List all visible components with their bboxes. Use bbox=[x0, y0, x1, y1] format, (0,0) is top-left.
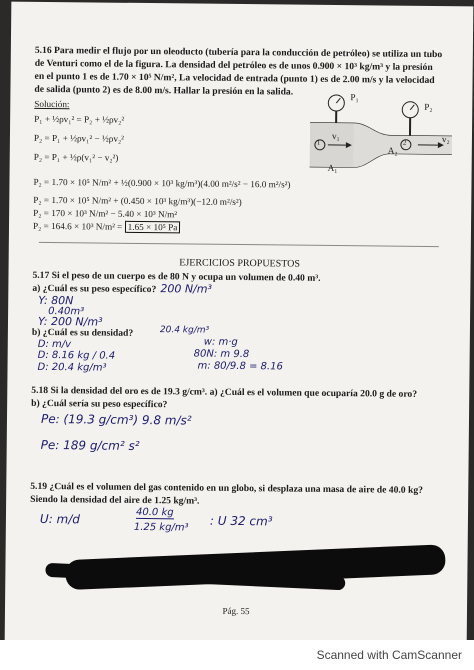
figure-label-p1: P₁ bbox=[350, 92, 359, 103]
handwriting-517-2: 0.40m³ bbox=[48, 306, 85, 318]
scanner-footer bbox=[0, 640, 474, 670]
solution-equation-6: P₂ = 170 × 10³ N/m² − 5.40 × 10³ N/m² bbox=[33, 207, 178, 220]
solution-equation-7-prefix: P₂ = 164.6 × 10³ N/m² = bbox=[32, 220, 123, 232]
problem-519-line-2: Siendo la densidad del aire de 1.25 kg/m³. bbox=[30, 493, 200, 507]
solution-equation-7 bbox=[33, 221, 180, 233]
handwriting-517-1: Y: 80N bbox=[38, 293, 74, 308]
figure-label-v2: v₂ bbox=[441, 134, 450, 145]
section-divider bbox=[39, 242, 439, 247]
section-title: EJERCICIOS PROPUESTOS bbox=[179, 257, 301, 270]
handwriting-517-d2: D: 8.16 kg / 0.4 bbox=[37, 349, 116, 362]
handwriting-517-r3: m: 80/9.8 = 8.16 bbox=[197, 360, 283, 373]
solution-heading: Solución: bbox=[34, 98, 70, 110]
handwriting-519-u: U: m/d bbox=[39, 511, 81, 527]
scanned-page bbox=[5, 2, 474, 647]
problem-518-part-b: b) ¿Cuál sería su peso específico? bbox=[31, 397, 168, 411]
figure-label-v1: v₁ bbox=[331, 130, 340, 142]
solution-answer-box: 1.65 × 10⁵ Pa bbox=[125, 221, 181, 234]
figure-label-p2: P₂ bbox=[424, 101, 433, 113]
problem-517-stem: 5.17 Si el peso de un cuerpo es de 80 N y ocupa un volumen de 0.40 m³. bbox=[32, 269, 321, 284]
handwriting-517-3: Y: 200 N/m³ bbox=[37, 314, 103, 329]
solution-equation-3: P₂ = P₁ + ½ρ(v₁² − v₂²) bbox=[33, 151, 119, 163]
problem-517-part-b: b) ¿Cuál es su densidad? bbox=[31, 326, 134, 339]
problem-519-line-1: 5.19 ¿Cuál es el volumen del gas contenido en un globo, si desplaza una masa de aire de 40.0 kg? bbox=[30, 480, 424, 496]
problem-516-line-3: en el punto 1 es de 1.70 × 10⁵ N/m², La velocidad de entrada (punto 1) es de 2.00 m/s y la velocidad bbox=[34, 70, 435, 87]
problem-517-part-a: a) ¿Cuál es su peso específico? bbox=[32, 282, 157, 296]
solution-equation-5: P₂ = 1.70 × 10⁵ N/m² + (0.450 × 10³ kg/m³)(−12.0 m²/s²) bbox=[33, 194, 242, 208]
solution-equation-2: P₂ = P₁ + ½ρv₁² − ½ρv₂² bbox=[33, 132, 125, 144]
problem-517-a-answer: 200 N/m³ bbox=[160, 282, 212, 296]
figure-label-1: 1 bbox=[316, 138, 321, 147]
handwriting-517-d1: D: m/v bbox=[37, 338, 72, 351]
figure-label-a2: A₂ bbox=[387, 145, 398, 156]
problem-516-line-2: de Venturi como el de la figura. La densidad del petróleo es de unos 0.900 × 10³ kg/m³ y la presión bbox=[34, 57, 433, 74]
problem-516-line-4: de salida (punto 2) es de 8.00 m/s. Hallar la presión en la salida. bbox=[34, 83, 294, 98]
problem-518-stem: 5.18 Si la densidad del oro es de 19.3 g/cm³. a) ¿Cuál es el volumen que ocuparía 20.0 g de oro? bbox=[31, 384, 418, 400]
handwriting-519-denominator: 1.25 kg/m³ bbox=[133, 521, 189, 534]
handwriting-518-2: Pe: 189 g/cm² s² bbox=[40, 437, 140, 453]
figure-label-2: 2 bbox=[402, 138, 407, 147]
solution-equation-4: P₂ = 1.70 × 10⁵ N/m² + ½(0.900 × 10³ kg/m³)(4.00 m²/s² − 16.0 m²/s²) bbox=[33, 176, 291, 190]
handwriting-519-result: : U 32 cm³ bbox=[209, 513, 273, 529]
problem-516-line-1: 5.16 Para medir el flujo por un oleoducto (tubería para la conducción de petróleo) se utiliza un tubo bbox=[34, 44, 443, 61]
handwriting-517-r1: w: m·g bbox=[203, 336, 238, 348]
handwriting-517-d3: D: 20.4 kg/m³ bbox=[37, 361, 107, 374]
solution-equation-1: P₁ + ½ρv₁² = P₂ + ½ρv₂² bbox=[34, 113, 125, 125]
handwriting-517-r2: 80N: m 9.8 bbox=[193, 348, 250, 361]
handwriting-518-1: Pe: (19.3 g/cm³) 9.8 m/s² bbox=[40, 411, 192, 428]
problem-517-b-answer: 20.4 kg/m³ bbox=[159, 325, 210, 336]
page-number: Pág. 55 bbox=[222, 605, 250, 617]
scanner-brand-label: Scanned with CamScanner bbox=[316, 648, 462, 662]
figure-label-a1: A₁ bbox=[327, 162, 338, 174]
handwriting-519-numerator: 40.0 kg bbox=[135, 506, 174, 519]
